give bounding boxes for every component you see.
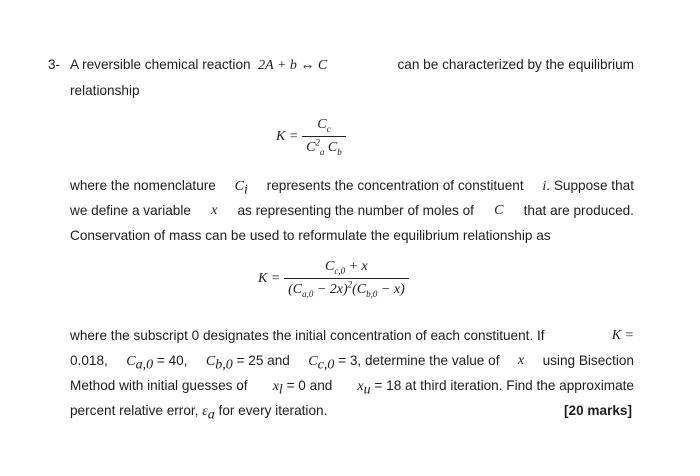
- reaction-equation: 2A + b ↔ C: [258, 58, 328, 73]
- intro-line: A reversible chemical reaction 2A + b ↔ C can be characterized by the equilibrium: [70, 57, 634, 73]
- paragraph-3-line-3: Method with initial guesses of $x_l = 0$ and $x_u = 18$ at third iteration. Find the approximate: [70, 378, 634, 398]
- paragraph-3-line-4: percent relative error, $\varepsilon_a$ for every iteration.: [70, 403, 328, 423]
- intro-line-2: relationship: [70, 83, 140, 98]
- reformulated-equation: K = $\frac{C_{c,0} + x}{(C_{a,0} - 2x)^2(C_{b,0} - x)}$: [258, 258, 409, 299]
- marks-label: [20 marks]: [563, 403, 632, 418]
- paragraph-3-line-1: where the subscript 0 designates the initial concentration of each constituent. If K =: [70, 328, 634, 343]
- question-number: 3-: [48, 57, 61, 72]
- paragraph-3-line-2: 0.018, $C_{a,0} = 40$, $C_{b,0} = 25$ and $C_{c,0} = 3$, determine the value of x using Bisection: [70, 353, 634, 373]
- paragraph-2-line-1: where the nomenclature $C_i$ represents the concentration of constituent i. Suppose that: [70, 178, 634, 198]
- paragraph-2-line-2: we define a variable x as representing the number of moles of C that are produced.: [70, 203, 634, 218]
- equilibrium-equation: K = $\frac{C_c}{C^2_a C_b}$: [276, 116, 346, 157]
- paragraph-2-line-3: Conservation of mass can be used to reformulate the equilibrium relationship as: [70, 228, 551, 243]
